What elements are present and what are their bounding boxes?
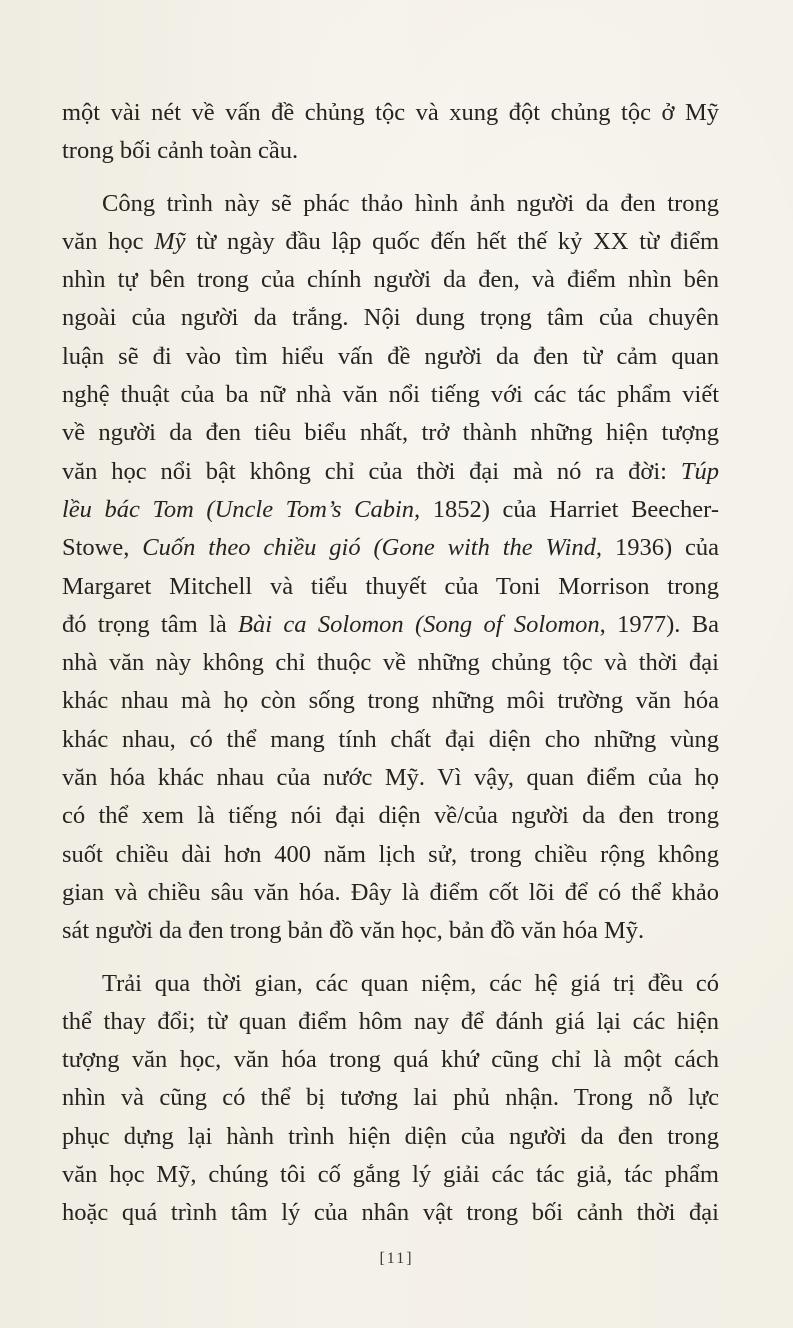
text-line: Công trình này sẽ phác thảo hình ảnh người da đen trong — [102, 189, 719, 217]
text-line: phục dựng lại hành trình hiện diện của người da đen trong — [62, 1122, 719, 1150]
italic-title: Cuốn theo chiều gió (Gone with the Wind, — [142, 534, 603, 562]
page-number: [11] — [379, 1250, 414, 1267]
text-line: khác nhau, có thể mang tính chất đại diện cho những vùng — [62, 725, 719, 753]
text-line: đó trọng tâm là Bài ca Solomon (Song of Solomon, 1977). Ba — [62, 610, 719, 638]
text-line: văn học Mỹ từ ngày đầu lập quốc đến hết thế kỷ XX từ điểm — [62, 227, 720, 255]
paragraph-1 — [62, 94, 719, 171]
text-line: Trải qua thời gian, các quan niệm, các hệ giá trị đều có — [102, 969, 719, 997]
text-line: văn học nổi bật không chỉ của thời đại mà nó ra đời: Túp — [62, 457, 719, 485]
text-line: nghệ thuật của ba nữ nhà văn nổi tiếng với các tác phẩm viết — [62, 381, 719, 409]
paragraph-2 — [62, 185, 719, 951]
italic-title: lều bác Tom (Uncle Tom’s Cabin, — [62, 495, 421, 523]
text-line: trong bối cảnh toàn cầu. — [62, 137, 299, 165]
text-line: sát người da đen trong bản đồ văn học, bản đồ văn hóa Mỹ. — [62, 917, 645, 945]
text-line: nhà văn này không chỉ thuộc về những chủng tộc và thời đại — [62, 649, 719, 677]
text-line: thể thay đổi; từ quan điểm hôm nay để đánh giá lại các hiện — [62, 1007, 719, 1035]
text-line: nhìn tự bên trong của chính người da đen, và điểm nhìn bên — [62, 266, 719, 294]
text-line: ngoài của người da trắng. Nội dung trọng tâm của chuyên — [62, 304, 719, 332]
text-line: lều bác Tom (Uncle Tom’s Cabin, 1852) của Harriet Beecher- — [62, 495, 719, 523]
paragraph-3 — [62, 965, 719, 1233]
body-text — [62, 94, 719, 1233]
italic-title: Mỹ — [154, 227, 186, 255]
text-line: văn học Mỹ, chúng tôi cố gắng lý giải các tác giả, tác phẩm — [62, 1161, 719, 1189]
text-line: Stowe, Cuốn theo chiều gió (Gone with the Wind, 1936) của — [62, 534, 719, 562]
text-line: nhìn và cũng có thể bị tương lai phủ nhận. Trong nỗ lực — [62, 1084, 719, 1112]
text-line: văn hóa khác nhau của nước Mỹ. Vì vậy, quan điểm của họ — [62, 764, 719, 792]
text-line: luận sẽ đi vào tìm hiểu vấn đề người da đen từ cảm quan — [62, 342, 719, 370]
text-line: hoặc quá trình tâm lý của nhân vật trong bối cảnh thời đại — [62, 1199, 719, 1227]
text-line: khác nhau mà họ còn sống trong những môi trường văn hóa — [62, 687, 719, 715]
text-line: gian và chiều sâu văn hóa. Đây là điểm cốt lõi để có thể khảo — [62, 878, 719, 906]
text-line: về người da đen tiêu biểu nhất, trở thành những hiện tượng — [62, 419, 719, 447]
text-line: có thể xem là tiếng nói đại diện về/của người da đen trong — [62, 802, 719, 830]
italic-title: Túp — [680, 457, 719, 485]
text-line: tượng văn học, văn hóa trong quá khứ cũng chỉ là một cách — [62, 1046, 719, 1074]
text-line: suốt chiều dài hơn 400 năm lịch sử, trong chiều rộng không — [62, 840, 719, 868]
text-line: Margaret Mitchell và tiểu thuyết của Toni Morrison trong — [62, 572, 719, 600]
text-line: một vài nét về vấn đề chủng tộc và xung đột chủng tộc ở Mỹ — [62, 99, 719, 126]
italic-title: Bài ca Solomon (Song of Solomon — [238, 610, 600, 638]
